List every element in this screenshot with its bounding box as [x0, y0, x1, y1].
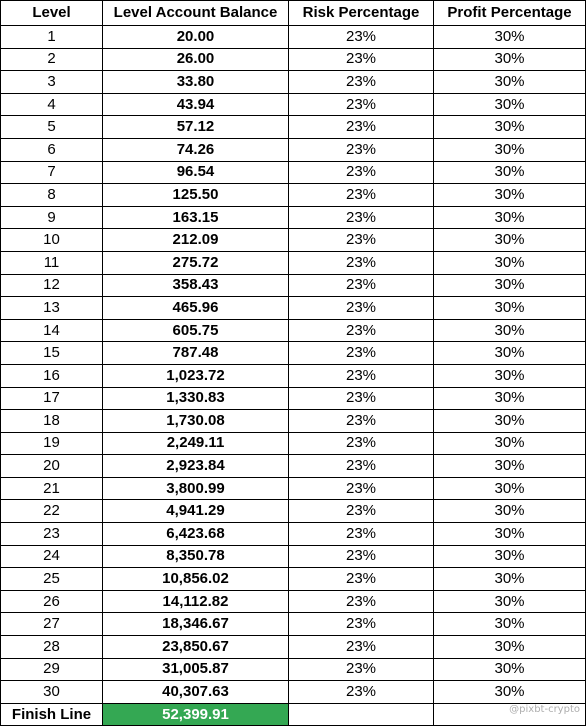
table-row [1, 48, 586, 71]
balance-cell[interactable]: 40,307.63 [103, 681, 289, 704]
balance-cell[interactable]: 3,800.99 [103, 477, 289, 500]
balance-cell[interactable]: 18,346.67 [103, 613, 289, 636]
profit-cell[interactable]: 30% [434, 319, 586, 342]
risk-cell[interactable]: 23% [289, 116, 434, 139]
balance-cell[interactable]: 10,856.02 [103, 568, 289, 591]
profit-cell[interactable]: 30% [434, 297, 586, 320]
profit-cell[interactable]: 30% [434, 274, 586, 297]
balance-cell[interactable]: 26.00 [103, 48, 289, 71]
profit-cell[interactable]: 30% [434, 48, 586, 71]
risk-cell[interactable]: 23% [289, 71, 434, 94]
profit-cell[interactable]: 30% [434, 613, 586, 636]
risk-cell[interactable]: 23% [289, 184, 434, 207]
header-risk[interactable]: Risk Percentage [289, 1, 434, 26]
risk-cell[interactable]: 23% [289, 523, 434, 546]
balance-cell[interactable]: 2,923.84 [103, 455, 289, 478]
risk-cell[interactable]: 23% [289, 613, 434, 636]
profit-cell[interactable]: 30% [434, 636, 586, 659]
table-row [1, 161, 586, 184]
risk-cell[interactable]: 23% [289, 138, 434, 161]
level-cell[interactable]: 25 [1, 568, 103, 591]
profit-cell[interactable]: 30% [434, 455, 586, 478]
profit-cell[interactable]: 30% [434, 251, 586, 274]
finish-balance-cell[interactable]: 52,399.91 [103, 703, 289, 726]
risk-cell[interactable]: 23% [289, 229, 434, 252]
balance-cell[interactable]: 4,941.29 [103, 500, 289, 523]
risk-cell[interactable]: 23% [289, 342, 434, 365]
level-cell[interactable]: 9 [1, 206, 103, 229]
profit-cell[interactable]: 30% [434, 410, 586, 433]
level-cell[interactable]: 5 [1, 116, 103, 139]
watermark: @pixbt-crypto [509, 704, 580, 715]
balance-cell[interactable]: 125.50 [103, 184, 289, 207]
risk-cell[interactable]: 23% [289, 455, 434, 478]
level-cell[interactable]: 26 [1, 590, 103, 613]
table-row [1, 681, 586, 704]
level-cell[interactable]: 27 [1, 613, 103, 636]
balance-cell[interactable]: 1,730.08 [103, 410, 289, 433]
level-cell[interactable]: 20 [1, 455, 103, 478]
risk-cell[interactable]: 23% [289, 297, 434, 320]
balance-cell[interactable]: 57.12 [103, 116, 289, 139]
table-row [1, 455, 586, 478]
profit-cell[interactable]: 30% [434, 477, 586, 500]
balance-cell[interactable]: 605.75 [103, 319, 289, 342]
risk-cell[interactable]: 23% [289, 568, 434, 591]
balance-cell[interactable]: 2,249.11 [103, 432, 289, 455]
table-row [1, 116, 586, 139]
table-row [1, 568, 586, 591]
risk-cell[interactable]: 23% [289, 681, 434, 704]
profit-cell[interactable]: 30% [434, 387, 586, 410]
table-row [1, 658, 586, 681]
table-row [1, 274, 586, 297]
profit-cell[interactable]: 30% [434, 26, 586, 49]
profit-cell[interactable]: 30% [434, 658, 586, 681]
risk-cell[interactable]: 23% [289, 545, 434, 568]
risk-cell[interactable]: 23% [289, 48, 434, 71]
level-cell[interactable]: 30 [1, 681, 103, 704]
level-cell[interactable]: 24 [1, 545, 103, 568]
balance-cell[interactable]: 20.00 [103, 26, 289, 49]
risk-cell[interactable]: 23% [289, 590, 434, 613]
header-balance[interactable]: Level Account Balance [103, 1, 289, 26]
risk-cell[interactable]: 23% [289, 387, 434, 410]
table-row [1, 432, 586, 455]
balance-cell[interactable]: 31,005.87 [103, 658, 289, 681]
balance-cell[interactable]: 6,423.68 [103, 523, 289, 546]
level-cell[interactable]: 11 [1, 251, 103, 274]
table-row [1, 184, 586, 207]
table-row [1, 297, 586, 320]
profit-cell[interactable]: 30% [434, 229, 586, 252]
level-cell[interactable]: 2 [1, 48, 103, 71]
header-level[interactable]: Level [1, 1, 103, 26]
risk-cell[interactable]: 23% [289, 161, 434, 184]
risk-cell[interactable]: 23% [289, 636, 434, 659]
table-body [1, 26, 586, 726]
risk-cell[interactable]: 23% [289, 26, 434, 49]
header-profit[interactable]: Profit Percentage [434, 1, 586, 26]
profit-cell[interactable]: 30% [434, 500, 586, 523]
level-cell[interactable]: 1 [1, 26, 103, 49]
balance-cell[interactable]: 212.09 [103, 229, 289, 252]
profit-cell[interactable]: 30% [434, 364, 586, 387]
table-row [1, 500, 586, 523]
risk-cell[interactable]: 23% [289, 274, 434, 297]
level-cell[interactable]: 7 [1, 161, 103, 184]
header-row [1, 1, 586, 26]
table-row [1, 342, 586, 365]
profit-cell[interactable]: 30% [434, 138, 586, 161]
balance-cell[interactable]: 465.96 [103, 297, 289, 320]
balance-cell[interactable]: 358.43 [103, 274, 289, 297]
table-row [1, 613, 586, 636]
level-cell[interactable]: 29 [1, 658, 103, 681]
balance-cell[interactable]: 23,850.67 [103, 636, 289, 659]
profit-cell[interactable]: 30% [434, 590, 586, 613]
profit-cell[interactable]: 30% [434, 681, 586, 704]
table-row [1, 364, 586, 387]
risk-cell[interactable]: 23% [289, 432, 434, 455]
risk-cell[interactable]: 23% [289, 410, 434, 433]
level-cell[interactable]: 17 [1, 387, 103, 410]
level-cell[interactable]: 14 [1, 319, 103, 342]
table-row [1, 138, 586, 161]
table-row [1, 590, 586, 613]
balance-cell[interactable]: 14,112.82 [103, 590, 289, 613]
balance-cell[interactable]: 74.26 [103, 138, 289, 161]
level-cell[interactable]: 10 [1, 229, 103, 252]
profit-cell[interactable]: 30% [434, 184, 586, 207]
profit-cell[interactable]: 30% [434, 545, 586, 568]
level-cell[interactable]: 8 [1, 184, 103, 207]
level-cell[interactable]: 6 [1, 138, 103, 161]
balance-cell[interactable]: 1,023.72 [103, 364, 289, 387]
profit-cell[interactable]: 30% [434, 116, 586, 139]
level-cell[interactable]: 18 [1, 410, 103, 433]
balance-cell[interactable]: 163.15 [103, 206, 289, 229]
level-cell[interactable]: 22 [1, 500, 103, 523]
level-cell[interactable]: 3 [1, 71, 103, 94]
profit-cell[interactable]: 30% [434, 568, 586, 591]
balance-cell[interactable]: 1,330.83 [103, 387, 289, 410]
level-cell[interactable]: 19 [1, 432, 103, 455]
table-row [1, 477, 586, 500]
table-row [1, 251, 586, 274]
table-row [1, 93, 586, 116]
profit-cell[interactable]: 30% [434, 206, 586, 229]
profit-cell[interactable]: 30% [434, 93, 586, 116]
risk-cell[interactable]: 23% [289, 93, 434, 116]
risk-cell[interactable]: 23% [289, 206, 434, 229]
risk-cell[interactable]: 23% [289, 477, 434, 500]
table-row [1, 387, 586, 410]
table-row [1, 636, 586, 659]
level-cell[interactable]: 12 [1, 274, 103, 297]
balance-cell[interactable]: 8,350.78 [103, 545, 289, 568]
profit-cell[interactable]: 30% [434, 432, 586, 455]
table-row [1, 229, 586, 252]
level-cell[interactable]: 13 [1, 297, 103, 320]
risk-cell[interactable]: 23% [289, 251, 434, 274]
level-cell[interactable]: 15 [1, 342, 103, 365]
level-cell[interactable]: 4 [1, 93, 103, 116]
profit-cell[interactable]: 30% [434, 161, 586, 184]
level-cell[interactable]: 28 [1, 636, 103, 659]
balance-cell[interactable]: 43.94 [103, 93, 289, 116]
risk-cell[interactable]: 23% [289, 658, 434, 681]
table-row [1, 26, 586, 49]
profit-cell[interactable]: 30% [434, 523, 586, 546]
table-row [1, 523, 586, 546]
risk-cell[interactable]: 23% [289, 500, 434, 523]
balance-cell[interactable]: 96.54 [103, 161, 289, 184]
table-row [1, 319, 586, 342]
risk-cell[interactable]: 23% [289, 364, 434, 387]
table-row [1, 410, 586, 433]
finish-label-cell[interactable]: Finish Line [1, 703, 103, 726]
profit-cell[interactable]: 30% [434, 71, 586, 94]
table-row [1, 206, 586, 229]
balance-cell[interactable]: 33.80 [103, 71, 289, 94]
table-row [1, 71, 586, 94]
profit-cell[interactable]: 30% [434, 342, 586, 365]
level-cell[interactable]: 16 [1, 364, 103, 387]
balance-cell[interactable]: 787.48 [103, 342, 289, 365]
risk-cell[interactable]: 23% [289, 319, 434, 342]
balance-cell[interactable]: 275.72 [103, 251, 289, 274]
level-cell[interactable]: 21 [1, 477, 103, 500]
level-cell[interactable]: 23 [1, 523, 103, 546]
table-row [1, 545, 586, 568]
